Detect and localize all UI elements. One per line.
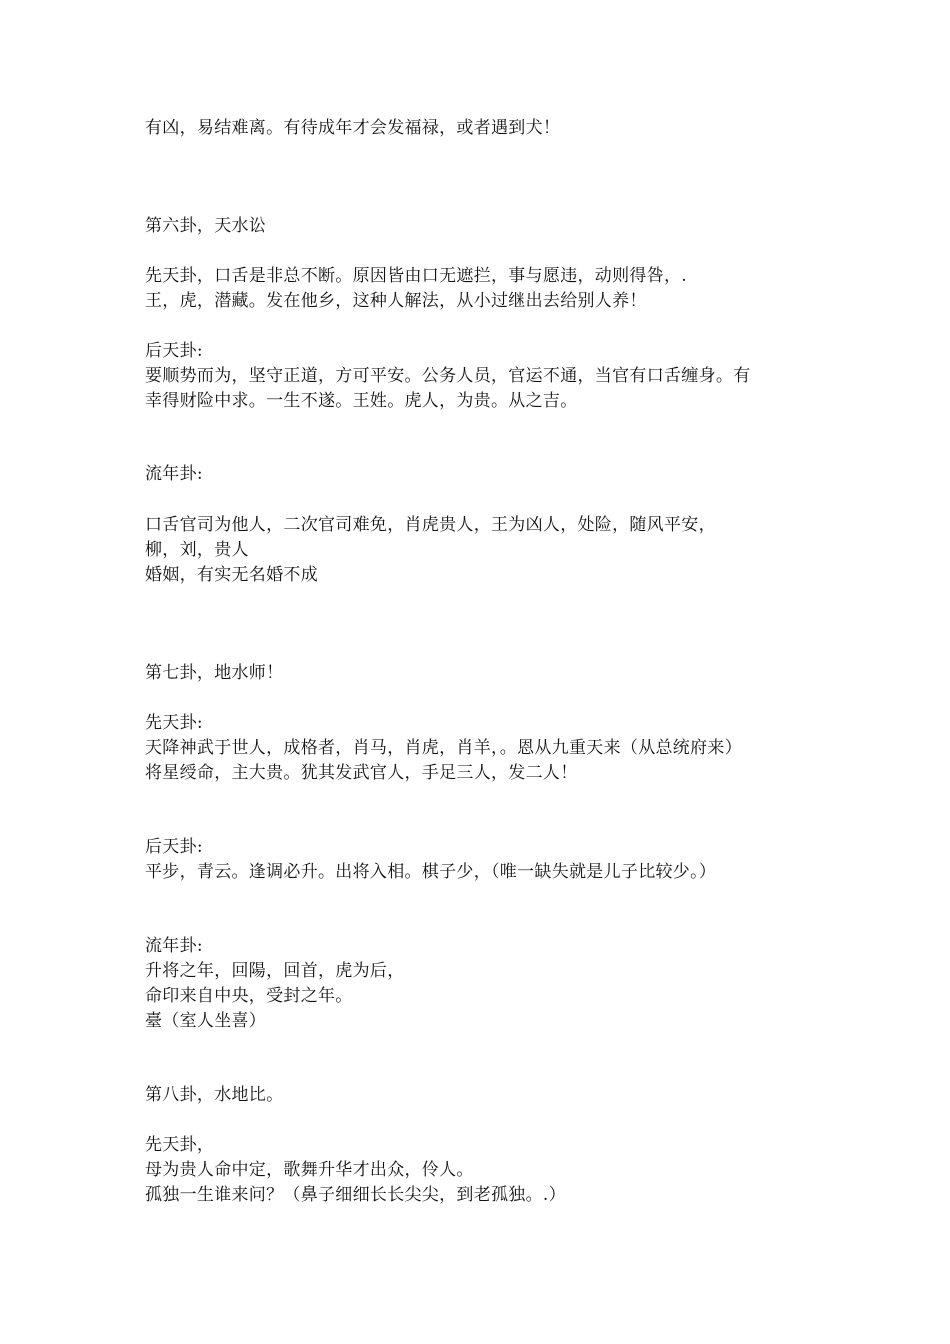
subheading: 流年卦: <box>145 936 203 956</box>
text-line: 平步，青云。逢调必升。出将入相。棋子少，（唯一缺失就是儿子比较少。） <box>145 862 717 882</box>
text-line: 孤独一生谁来问？（鼻子细细长长尖尖，到老孤独。.） <box>145 1185 566 1205</box>
text-line: 将星绶命，主大贵。犹其发武官人，手足三人，发二人！ <box>145 763 578 783</box>
text-line: 先天卦，口舌是非总不断。原因皆由口无遮拦，事与愿违，动则得咎，. <box>145 266 688 286</box>
section-heading: 第八卦，水地比。 <box>145 1085 284 1105</box>
text-line: 臺（室人坐喜） <box>145 1011 267 1031</box>
text-line: 命印来自中央，受封之年。 <box>145 986 353 1006</box>
text-line: 天降神武于世人，成格者，肖马，肖虎，肖羊，。恩从九重天来（从总统府来） <box>145 738 742 758</box>
text-line: 要顺势而为，坚守正道，方可平安。公务人员，官运不通，当官有口舌缠身。有 <box>145 366 751 386</box>
section-heading: 第六卦，天水讼 <box>145 216 267 236</box>
text-line: 王，虎，潜藏。发在他乡，这种人解法，从小过继出去给别人养！ <box>145 291 647 311</box>
text-line: 柳，刘，贵人 <box>145 540 249 560</box>
text-line: 升将之年，回陽，回首，虎为后， <box>145 961 405 981</box>
subheading: 流年卦: <box>145 464 203 484</box>
text-line: 幸得财险中求。一生不遂。王姓。虎人，为贵。从之吉。 <box>145 391 578 411</box>
text-line: 母为贵人命中定，歌舞升华才出众，伶人。 <box>145 1160 474 1180</box>
subheading: 后天卦: <box>145 837 203 857</box>
text-line: 婚姻，有实无名婚不成 <box>145 565 318 585</box>
text-line: 口舌官司为他人，二次官司难免，肖虎贵人，王为凶人，处险，随风平安， <box>145 515 716 535</box>
subheading: 后天卦: <box>145 341 203 361</box>
subheading: 先天卦， <box>145 1135 215 1155</box>
text-line: 有凶，易结难离。有待成年才会发福禄，或者遇到犬！ <box>145 118 561 138</box>
subheading: 先天卦: <box>145 713 203 733</box>
section-heading: 第七卦，地水师！ <box>145 663 284 683</box>
